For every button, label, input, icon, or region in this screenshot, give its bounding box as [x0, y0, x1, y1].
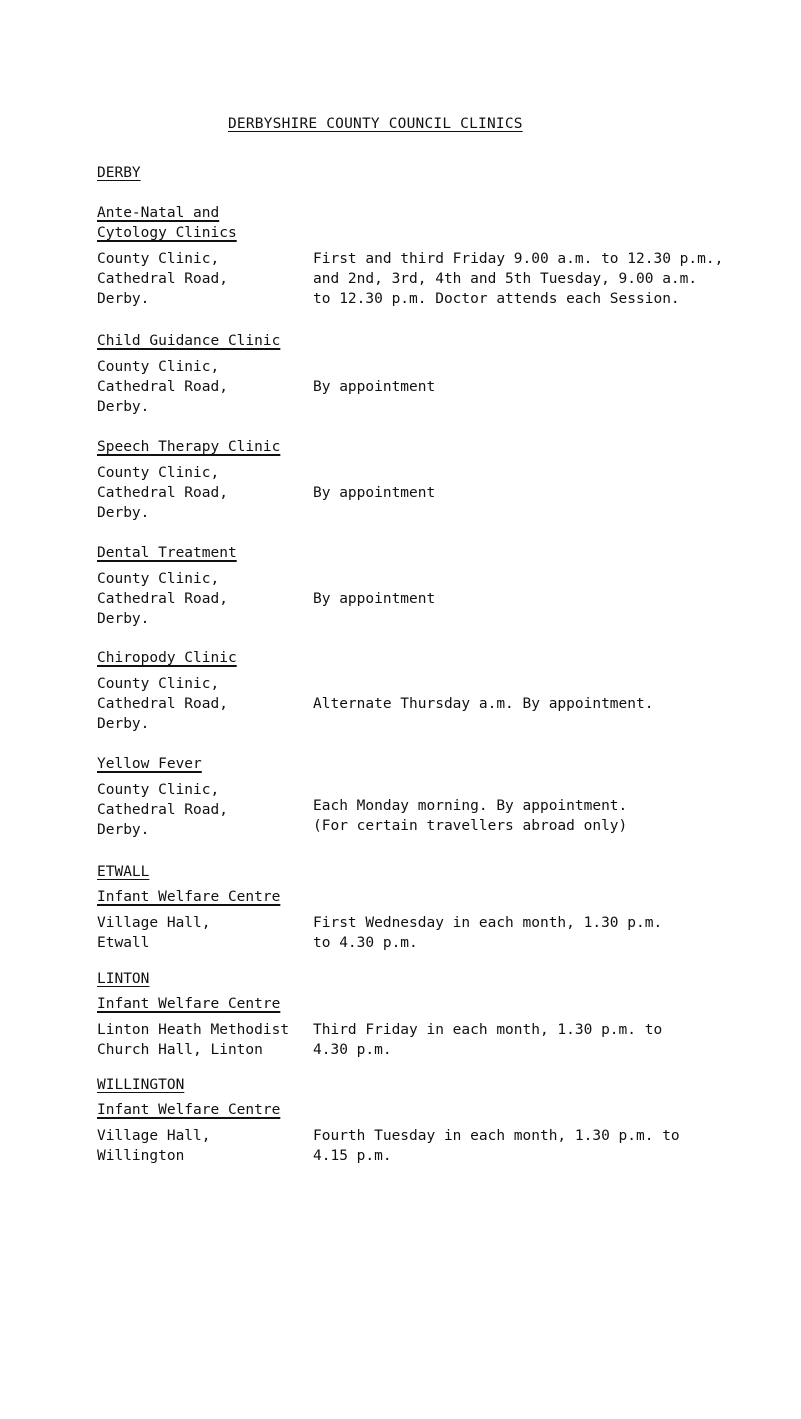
clinic-address: County Clinic, Cathedral Road, Derby.: [97, 676, 228, 732]
clinic-child-guidance: [97, 331, 777, 417]
clinic-heading: Dental Treatment: [97, 545, 237, 561]
clinic-willington-infant-welfare: [97, 1100, 777, 1166]
area-heading-linton: LINTON: [97, 971, 150, 987]
clinic-schedule: By appointment: [313, 379, 436, 395]
clinic-schedule: Third Friday in each month, 1.30 p.m. to 4.30 p.m.: [313, 1022, 663, 1058]
clinic-chiropody: [97, 648, 777, 734]
clinic-heading: Yellow Fever: [97, 756, 202, 772]
clinic-heading: Infant Welfare Centre: [97, 996, 281, 1012]
clinic-schedule: Alternate Thursday a.m. By appointment.: [313, 696, 654, 712]
clinic-speech-therapy: [97, 437, 777, 523]
page-title: [228, 114, 523, 134]
clinic-address: County Clinic, Cathedral Road, Derby.: [97, 359, 228, 415]
clinic-schedule: Fourth Tuesday in each month, 1.30 p.m. to 4.15 p.m.: [313, 1128, 680, 1164]
clinic-heading: Child Guidance Clinic: [97, 333, 281, 349]
clinic-schedule: Each Monday morning. By appointment. (For certain travellers abroad only): [313, 798, 628, 834]
clinic-linton-infant-welfare: [97, 994, 777, 1060]
area-heading-derby: DERBY: [97, 165, 141, 181]
clinic-dental-treatment: [97, 543, 777, 629]
clinic-address: County Clinic, Cathedral Road, Derby.: [97, 782, 228, 838]
clinic-heading: Speech Therapy Clinic: [97, 439, 281, 455]
clinic-heading: Ante-Natal and Cytology Clinics: [97, 205, 237, 241]
clinic-schedule: By appointment: [313, 591, 436, 607]
clinic-address: Village Hall, Etwall: [97, 915, 211, 951]
clinic-heading: Chiropody Clinic: [97, 650, 237, 666]
clinic-schedule: First Wednesday in each month, 1.30 p.m. to 4.30 p.m.: [313, 915, 663, 951]
area-heading-willington: WILLINGTON: [97, 1077, 185, 1093]
clinic-address: Village Hall, Willington: [97, 1128, 211, 1164]
clinic-schedule: By appointment: [313, 485, 436, 501]
page-title-text: DERBYSHIRE COUNTY COUNCIL CLINICS: [228, 116, 523, 132]
clinic-heading: Infant Welfare Centre: [97, 1102, 281, 1118]
clinic-address: County Clinic, Cathedral Road, Derby.: [97, 465, 228, 521]
area-heading-etwall: ETWALL: [97, 864, 150, 880]
clinic-heading: Infant Welfare Centre: [97, 889, 281, 905]
clinic-address: Linton Heath Methodist Church Hall, Linton: [97, 1022, 290, 1058]
clinic-ante-natal-cytology: [97, 203, 777, 309]
clinic-schedule: First and third Friday 9.00 a.m. to 12.30 p.m., and 2nd, 3rd, 4th and 5th Tuesday, 9.00 a.m. to 12.30 p.m. Doctor attends each Session.: [313, 251, 724, 307]
clinic-yellow-fever: [97, 754, 777, 840]
clinic-etwall-infant-welfare: [97, 887, 777, 953]
clinic-address: County Clinic, Cathedral Road, Derby.: [97, 251, 228, 307]
clinic-address: County Clinic, Cathedral Road, Derby.: [97, 571, 228, 627]
